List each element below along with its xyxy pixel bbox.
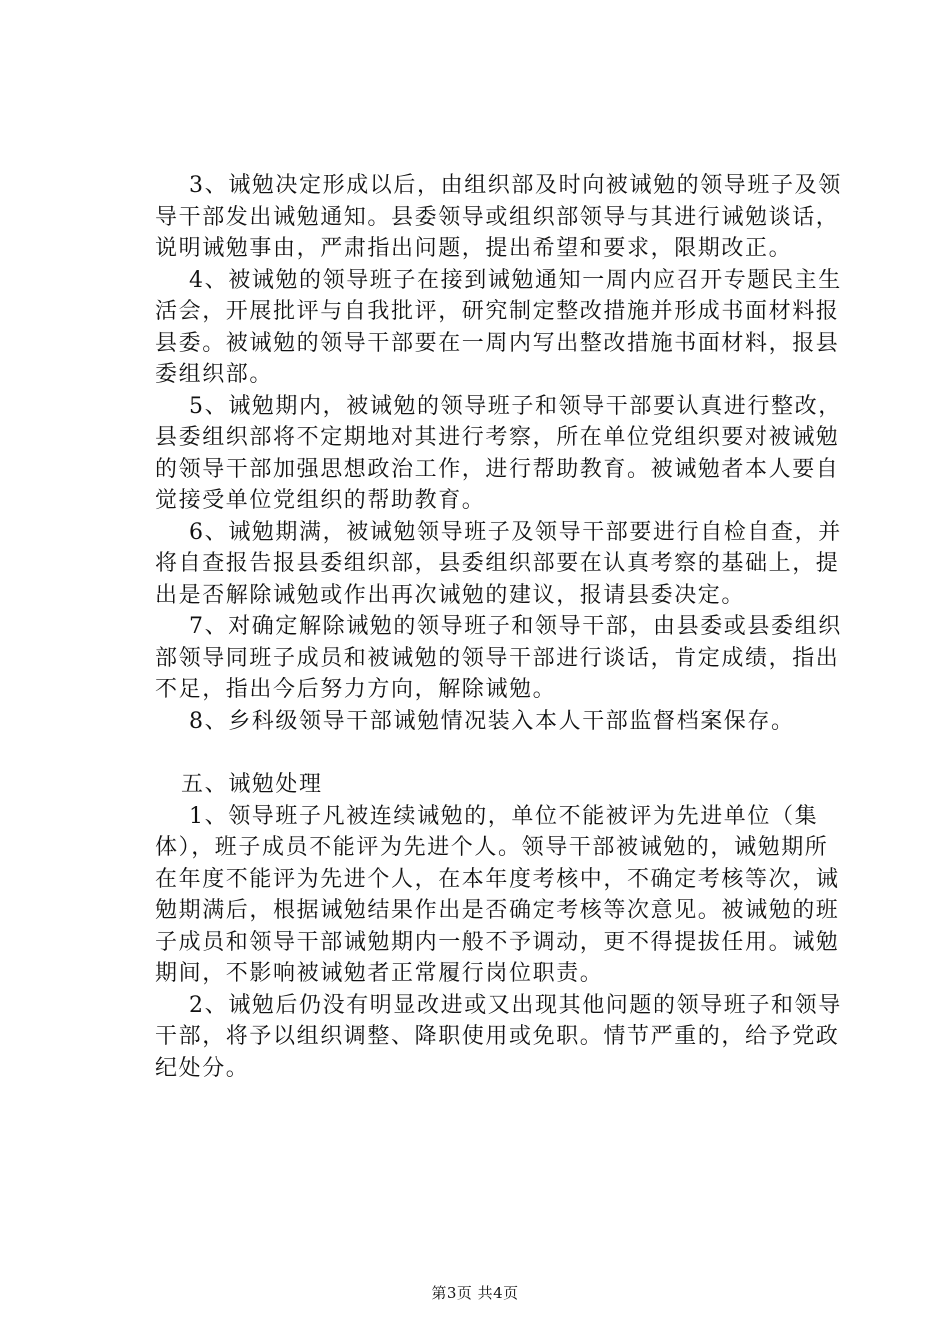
- section-paragraph-1: 1、领导班子凡被连续诫勉的，单位不能被评为先进单位（集体），班子成员不能评为先进个人。领导干部被诫勉的，诫勉期所在年度不能评为先进个人，在本年度考核中，不确定考核等次，诫勉期满后，根据诫勉结果作出是否确定考核等次意见。被诫勉的班子成员和领导干部诫勉期内一般不予调动，更不得提拔任用。诫勉期间，不影响被诫勉者正常履行岗位职责。: [155, 803, 840, 986]
- section-paragraph-2: 2、诫勉后仍没有明显改进或又出现其他问题的领导班子和领导干部，将予以组织调整、降职使用或免职。情节严重的，给予党政纪处分。: [155, 992, 842, 1081]
- paragraph-item-3: 3、诫勉决定形成以后，由组织部及时向被诫勉的领导班子及领导干部发出诫勉通知。县委领导或组织部领导与其进行诫勉谈话，说明诫勉事由，严肃指出问题，提出希望和要求，限期改正。: [155, 173, 842, 261]
- paragraph-item-7: 7、对确定解除诫勉的领导班子和领导干部，由县委或县委组织部领导同班子成员和被诫勉的领导干部进行谈话，肯定成绩，指出不足，指出今后努力方向，解除诫勉。: [155, 614, 842, 702]
- paragraph-item-5: 5、诫勉期内，被诫勉的领导班子和领导干部要认真进行整改，县委组织部将不定期地对其进行考察，所在单位党组织要对被诫勉的领导干部加强思想政治工作，进行帮助教育。被诫勉者本人要自觉接受单位党组织的帮助教育。: [155, 393, 842, 513]
- page-number-footer: 第3页 共4页: [431, 1284, 519, 1302]
- document-body: [155, 170, 845, 1084]
- paragraph-item-6: 6、诫勉期满，被诫勉领导班子及领导干部要进行自检自查，并将自查报告报县委组织部，县委组织部要在认真考察的基础上，提出是否解除诫勉或作出再次诫勉的建议，报请县委决定。: [155, 519, 842, 608]
- section-heading: 五、诫勉处理: [181, 772, 323, 797]
- paragraph-item-8: 8、乡科级领导干部诫勉情况装入本人干部监督档案保存。: [189, 708, 795, 734]
- paragraph-item-4: 4、被诫勉的领导班子在接到诫勉通知一周内应召开专题民主生活会，开展批评与自我批评，研究制定整改措施并形成书面材料报县委。被诫勉的领导干部要在一周内写出整改措施书面材料，报县委组织部。: [155, 267, 842, 387]
